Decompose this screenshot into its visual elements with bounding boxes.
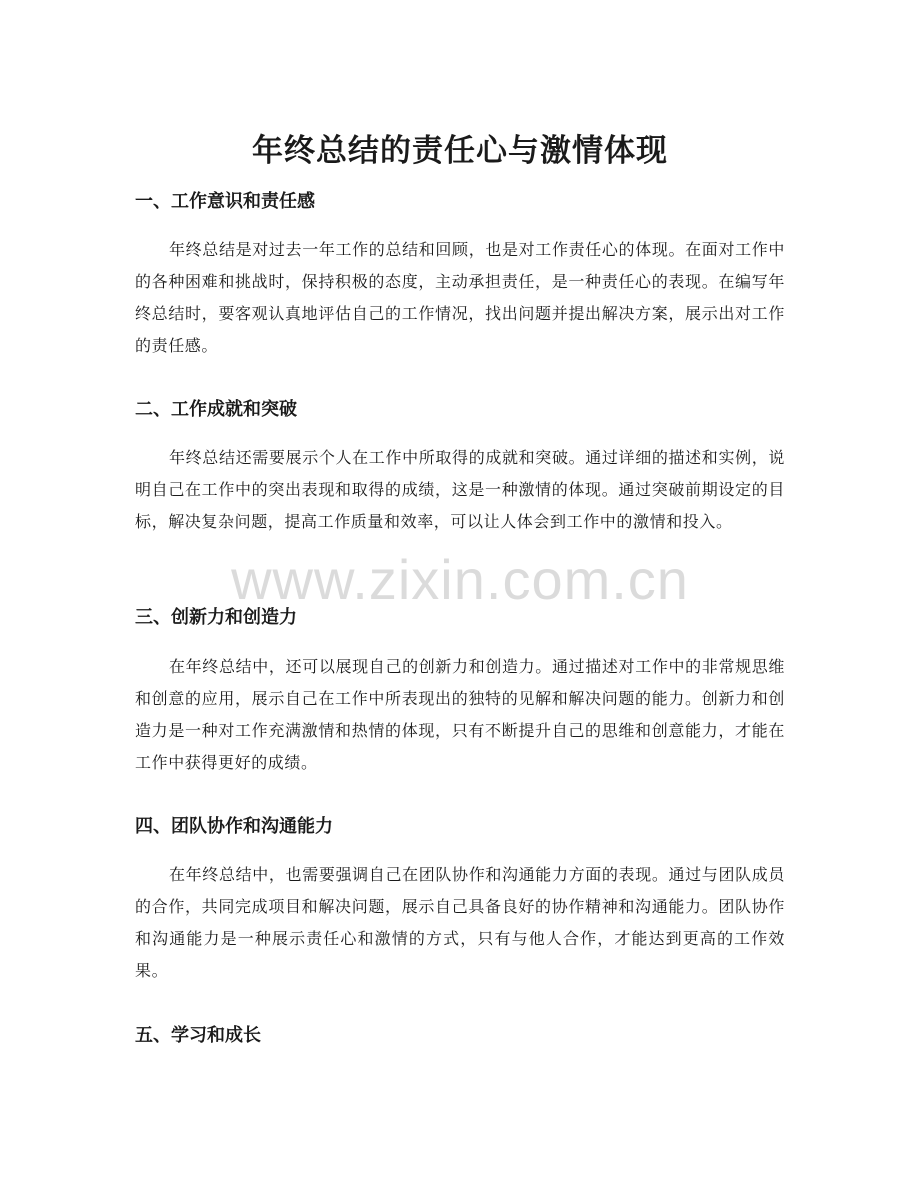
section-3-paragraph: 在年终总结中，还可以展现自己的创新力和创造力。通过描述对工作中的非常规思维和创意的应用，展示自己在工作中所表现出的独特的见解和解决问题的能力。创新力和创造力是一种对工作充满激情和热情的体现，只有不断提升自己的思维和创意能力，才能在工作中获得更好的成绩。 (135, 657, 785, 772)
section-2-heading: 二、工作成就和突破 (135, 399, 297, 420)
section-4-heading: 四、团队协作和沟通能力 (135, 816, 333, 837)
section-1-paragraph: 年终总结是对过去一年工作的总结和回顾，也是对工作责任心的体现。在面对工作中的各种困难和挑战时，保持积极的态度，主动承担责任，是一种责任心的表现。在编写年终总结时，要客观认真地评估自己的工作情况，找出问题并提出解决方案，展示出对工作的责任感。 (135, 240, 785, 355)
watermark: www.zixin.com.cn (231, 548, 689, 611)
page-title: 年终总结的责任心与激情体现 (252, 132, 668, 169)
section-3-heading: 三、创新力和创造力 (135, 607, 297, 628)
section-1-heading: 一、工作意识和责任感 (135, 191, 315, 212)
section-5-heading: 五、学习和成长 (135, 1025, 261, 1046)
section-4-paragraph: 在年终总结中，也需要强调自己在团队协作和沟通能力方面的表现。通过与团队成员的合作，共同完成项目和解决问题，展示自己具备良好的协作精神和沟通能力。团队协作和沟通能力是一种展示责任心和激情的方式，只有与他人合作，才能达到更高的工作效果。 (135, 865, 785, 980)
section-2-paragraph: 年终总结还需要展示个人在工作中所取得的成就和突破。通过详细的描述和实例，说明自己在工作中的突出表现和取得的成绩，这是一种激情的体现。通过突破前期设定的目标，解决复杂问题，提高工作质量和效率，可以让人体会到工作中的激情和投入。 (135, 448, 785, 531)
